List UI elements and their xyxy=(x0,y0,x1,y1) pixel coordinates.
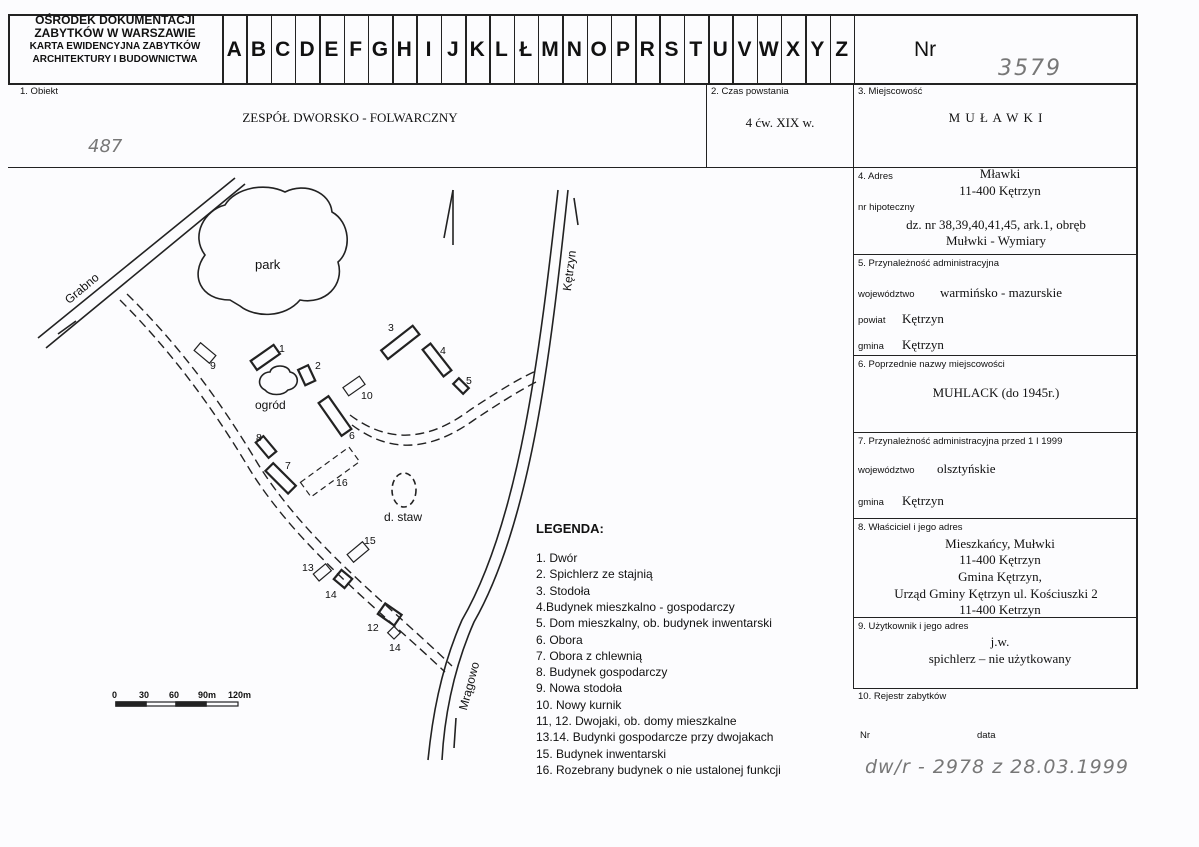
scale-label-90: 90m xyxy=(198,690,217,700)
rejestr-data-label: data xyxy=(977,730,996,741)
map-number-6: 6 xyxy=(349,430,355,442)
map-number-12: 12 xyxy=(367,622,379,634)
czas-value: 4 ćw. XIX w. xyxy=(745,115,815,130)
obiekt-value: ZESPÓŁ DWORSKO - FOLWARCZNY xyxy=(242,110,458,125)
map-label-mragowo: Mrągowo xyxy=(456,660,483,712)
legend-item: 16. Rozebrany budynek o nie ustalonej funkcji xyxy=(536,762,781,777)
building-16 xyxy=(300,447,359,497)
letter-box: O xyxy=(590,38,607,61)
letter-box: N xyxy=(566,38,582,61)
wojewodztwo2-label: województwo xyxy=(858,465,915,476)
map-label-park: park xyxy=(255,257,281,272)
map-number-2: 2 xyxy=(315,360,321,372)
miejscowosc-value: M U Ł A W K I xyxy=(948,110,1044,125)
poprzednie-value: MUHLACK (do 1945r.) xyxy=(932,385,1060,400)
map-label-ketrzyn: Kętrzyn xyxy=(560,249,579,292)
map-number-16: 16 xyxy=(336,477,348,489)
letter-divider xyxy=(854,16,856,84)
wlasciciel-line4: Urząd Gminy Kętrzyn ul. Kościuszki 2 xyxy=(894,586,1098,601)
scale-label-0: 0 xyxy=(112,690,118,700)
scale-bar-seg-1 xyxy=(116,702,146,706)
map-number-14b: 14 xyxy=(389,642,401,654)
north-arrow-head xyxy=(444,190,453,238)
letter-box: K xyxy=(469,38,485,61)
adres-line1: Mławki xyxy=(979,166,1021,181)
letter-box: I xyxy=(425,38,432,61)
letter-box: H xyxy=(396,38,412,61)
map-number-4: 4 xyxy=(440,345,446,357)
letter-box: A xyxy=(226,38,242,61)
map-number-13: 13 xyxy=(302,562,314,574)
letter-box: Y xyxy=(810,38,825,61)
arrow-mragowo-line xyxy=(454,718,456,748)
letter-box: V xyxy=(737,38,752,61)
map-number-14a: 14 xyxy=(325,589,337,601)
divider-right-column xyxy=(853,83,854,689)
map-number-7: 7 xyxy=(285,460,291,472)
legend-item: 5. Dom mieszkalny, ob. budynek inwentarski xyxy=(536,616,772,631)
card-line1: KARTA EWIDENCYJNA ZABYTKÓW xyxy=(29,41,201,52)
divider-8 xyxy=(853,518,1137,519)
miejscowosc-label: 3. Miejscowość xyxy=(858,86,923,97)
legend-item: 8. Budynek gospodarczy xyxy=(536,665,668,680)
letter-box: S xyxy=(664,38,679,61)
letter-box: D xyxy=(299,38,315,61)
scale-bar-seg-3 xyxy=(176,702,206,706)
legend-item: 1. Dwór xyxy=(536,551,578,565)
map-label-staw: d. staw xyxy=(384,510,423,524)
divider-7 xyxy=(853,432,1137,433)
rejestr-label: 10. Rejestr zabytków xyxy=(858,691,947,702)
letter-box: L xyxy=(495,38,508,61)
building-13 xyxy=(313,564,331,581)
wojewodztwo-value: warmińsko - mazurskie xyxy=(940,285,1063,300)
letter-box: J xyxy=(446,38,459,61)
legend-item: 3. Stodoła xyxy=(536,583,591,598)
building-14b xyxy=(388,626,401,639)
przed1999-label: 7. Przynależność administracyjna przed 1 I 1999 xyxy=(858,436,1063,447)
divider-10 xyxy=(853,688,1137,689)
map-number-15: 15 xyxy=(364,535,376,547)
gmina-label: gmina xyxy=(858,341,884,352)
park-outline xyxy=(198,187,347,314)
map-number-1: 1 xyxy=(279,343,285,355)
pond-outline xyxy=(392,473,416,507)
hipoteczny-label: nr hipoteczny xyxy=(858,202,915,213)
letter-box: C xyxy=(275,38,291,61)
building-3 xyxy=(381,326,419,359)
letter-box: W xyxy=(758,38,779,61)
arrow-ketrzyn-line xyxy=(574,198,578,225)
building-7 xyxy=(265,463,295,493)
map-number-5: 5 xyxy=(466,375,472,387)
legend-item: 7. Obora z chlewnią xyxy=(536,648,643,663)
adres-label: 4. Adres xyxy=(858,171,893,182)
building-2 xyxy=(298,365,315,385)
wlasciciel-line3: Gmina Kętrzyn, xyxy=(958,569,1042,584)
wlasciciel-line2: 11-400 Kętrzyn xyxy=(959,552,1041,567)
legend-item: 10. Nowy kurnik xyxy=(536,697,622,712)
letter-box: Z xyxy=(835,38,849,61)
hipoteczny-line2: Mułwki - Wymiary xyxy=(945,233,1047,248)
map-number-10: 10 xyxy=(361,390,373,402)
letter-box: B xyxy=(250,38,267,61)
scale-label-60: 60 xyxy=(169,690,180,700)
legend-title: LEGENDA: xyxy=(536,521,604,536)
building-6 xyxy=(319,396,352,436)
powiat-label: powiat xyxy=(858,315,886,326)
wojewodztwo-label: województwo xyxy=(858,289,915,300)
legend-item: 13.14. Budynki gospodarcze przy dwojakach xyxy=(536,730,774,745)
wlasciciel-line1: Mieszkańcy, Mułwki xyxy=(945,536,1055,551)
letter-box: U xyxy=(712,38,728,61)
hipoteczny-line1: dz. nr 38,39,40,41,45, ark.1, obręb xyxy=(906,217,1086,232)
letter-box: E xyxy=(324,38,339,61)
legend-item: 9. Nowa stodoła xyxy=(536,681,623,696)
rejestr-nr-label: Nr xyxy=(860,730,871,741)
divider-9 xyxy=(853,617,1137,618)
letter-box: P xyxy=(615,38,630,61)
przynaleznosc-label: 5. Przynależność administracyjna xyxy=(858,258,999,269)
map-number-8: 8 xyxy=(256,432,262,444)
garden-outline xyxy=(260,366,298,395)
uzytkownik-line1: j.w. xyxy=(990,634,1010,649)
institution-line2: ZABYTKÓW W WARSZAWIE xyxy=(34,26,196,40)
letter-box: G xyxy=(371,38,389,61)
powiat-value: Kętrzyn xyxy=(902,311,944,326)
divider-5 xyxy=(853,254,1137,255)
rejestr-hand-entry: dw/r - 2978 z 28.03.1999 xyxy=(865,756,1129,778)
gmina2-label: gmina xyxy=(858,497,884,508)
letter-box: T xyxy=(689,38,703,61)
grabno-road-line-a xyxy=(38,178,235,338)
scale-label-30: 30 xyxy=(139,690,150,700)
uzytkownik-line2: spichlerz – nie użytkowany xyxy=(928,651,1072,666)
scale-label-120: 120m xyxy=(228,690,252,700)
czas-label: 2. Czas powstania xyxy=(711,86,789,97)
legend-item: 4.Budynek mieszkalno - gospodarczy xyxy=(536,599,735,614)
obiekt-label: 1. Obiekt xyxy=(20,86,59,97)
nr-label: Nr xyxy=(914,38,937,61)
arrow-grabno-line xyxy=(58,321,76,334)
nr-value: 3579 xyxy=(998,56,1062,81)
obiekt-hand-number: 487 xyxy=(88,136,123,157)
map-number-3: 3 xyxy=(388,322,394,334)
gmina-value: Kętrzyn xyxy=(902,337,944,352)
divider-6 xyxy=(853,355,1137,356)
letter-box: R xyxy=(639,38,655,61)
lane-west-a xyxy=(120,300,445,672)
legend-item: 15. Budynek inwentarski xyxy=(536,746,667,761)
letter-box: M xyxy=(541,38,559,61)
poprzednie-label: 6. Poprzednie nazwy miejscowości xyxy=(858,359,1005,370)
legend-item: 11, 12. Dwojaki, ob. domy mieszkalne xyxy=(536,714,737,728)
border-right xyxy=(1136,14,1138,689)
wlasciciel-label: 8. Właściciel i jego adres xyxy=(858,522,963,533)
map-label-ogrod: ogród xyxy=(255,398,286,412)
letter-box: X xyxy=(786,38,801,61)
building-4 xyxy=(423,344,452,377)
legend-item: 2. Spichlerz ze stajnią xyxy=(536,567,653,582)
legend-item: 6. Obora xyxy=(536,632,583,647)
letter-box: F xyxy=(349,38,363,61)
institution-line1: OŚRODEK DOKUMENTACJI xyxy=(35,13,195,27)
map-number-9: 9 xyxy=(210,360,216,372)
wlasciciel-line5: 11-400 Ketrzyn xyxy=(959,602,1041,617)
lane-east-b xyxy=(352,380,540,445)
lane-east-a xyxy=(350,370,538,435)
wojewodztwo2-value: olsztyńskie xyxy=(937,461,996,476)
gmina2-value: Kętrzyn xyxy=(902,493,944,508)
letter-box: Ł xyxy=(519,38,533,61)
map-label-grabno: Grabno xyxy=(62,270,102,307)
uzytkownik-label: 9. Użytkownik i jego adres xyxy=(858,621,969,632)
adres-line2: 11-400 Kętrzyn xyxy=(959,183,1041,198)
card-line2: ARCHITEKTURY I BUDOWNICTWA xyxy=(32,54,198,65)
